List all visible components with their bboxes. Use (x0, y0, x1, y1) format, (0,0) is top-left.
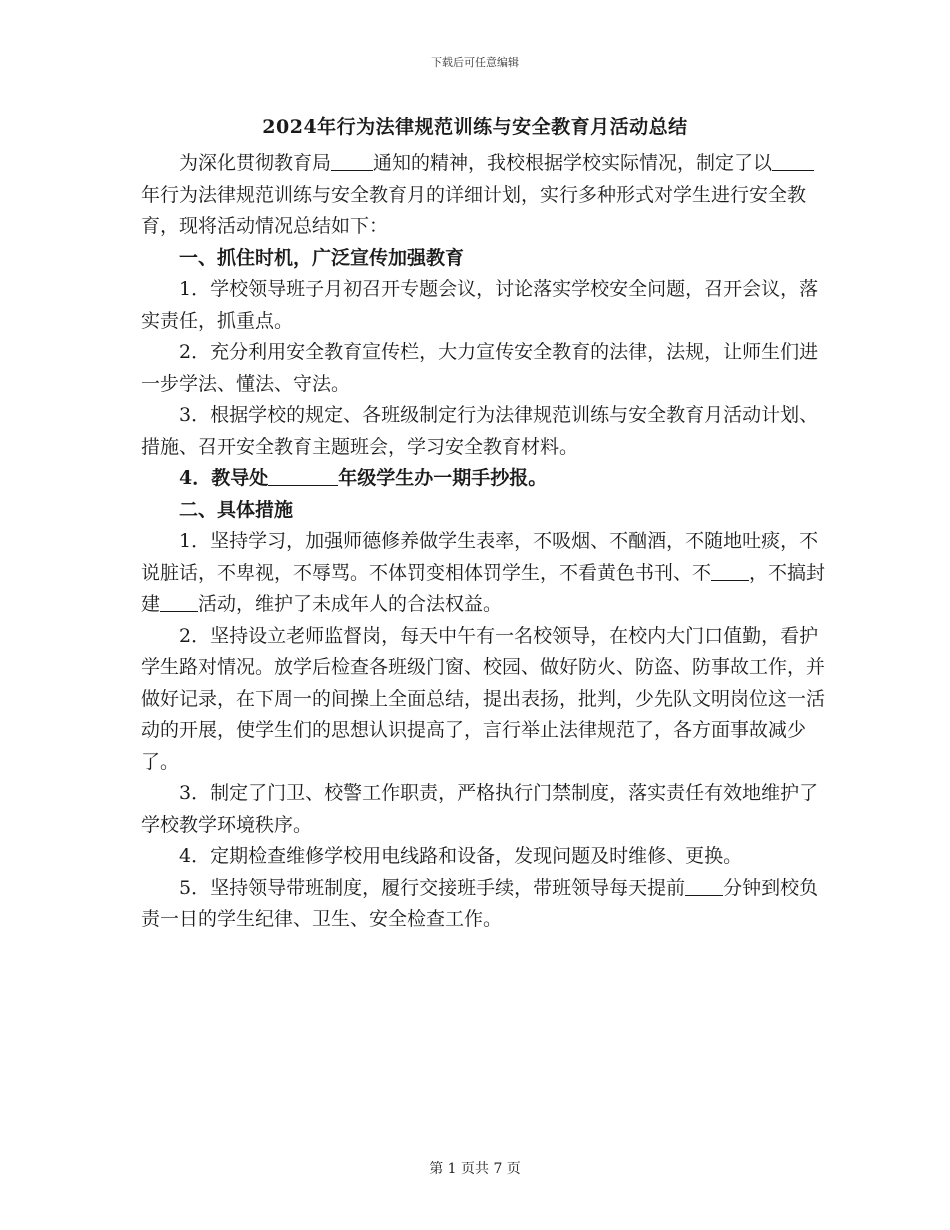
item5-text-b: 分钟到校负责一日的学生纪律、卫生、安全检查工作。 (141, 876, 819, 930)
intro-text-b: 通知的精神，我校根据学校实际情况，制定了以 (373, 152, 773, 174)
header-note: 下载后可任意编辑 (431, 56, 519, 69)
intro-text-c: 年行为法律规范训练与安全教育月的详细计划，实行多种形式对学生进行安全教育，现将活动情况总结如下： (141, 183, 807, 237)
blank-line (711, 561, 749, 581)
paragraph-item: 3．根据学校的规定、各班级制定行为法律规范训练与安全教育月活动计划、措施、召开安全教育主题班会，学习安全教育材料。 (141, 404, 819, 458)
intro-paragraph (141, 148, 831, 243)
paragraph-item: 2．充分利用安全教育宣传栏，大力宣传安全教育的法律，法规，让师生们进一步学法、懂法、守法。 (141, 341, 819, 395)
intro-text-a: 为深化贯彻教育局 (179, 152, 332, 174)
paragraph-item: 2．坚持设立老师监督岗，每天中午有一名校领导，在校内大门口值勤，看护学生路对情况。放学后检查各班级门窗、校园、做好防火、防盗、防事故工作，并做好记录，在下周一的间操上全面总结，提出表扬，批判，少先队文明岗位这一活动的开展，使学生们的思想认识提高了，言行举止法律规范了，各方面事故减少了。 (141, 624, 826, 773)
document-body (141, 148, 831, 936)
paragraph-item: 3．制定了门卫、校警工作职责，严格执行门禁制度，落实责任有效地维护了学校教学环境秩序。 (141, 782, 819, 836)
blank-line (772, 151, 814, 171)
paragraph-item-bold (141, 463, 831, 495)
section-heading-1: 一、抓住时机，广泛宣传加强教育 (179, 246, 465, 269)
section-heading-2: 二、具体措施 (179, 498, 294, 521)
blank-line (331, 151, 373, 171)
item1-text-b: ，不搞封建 (141, 561, 826, 615)
item1-text-c: 活动，维护了未成年人的合法权益。 (198, 593, 503, 615)
paragraph-item (141, 873, 831, 936)
item1-text-a: 1．坚持学习，加强师德修养做学生表率，不吸烟、不酗酒，不随地吐痰，不说脏话，不卑视，不辱骂。不体罚变相体罚学生，不看黄色书刊、不 (141, 530, 819, 584)
blank-line (160, 592, 198, 612)
item4-text-a: 4．教导处 (179, 467, 269, 489)
paragraph-item: 4．定期检查维修学校用电线路和设备，发现问题及时维修、更换。 (179, 845, 743, 867)
document-title: 2024年行为法律规范训练与安全教育月活动总结 (262, 116, 688, 138)
item4-text-b: 年级学生办一期手抄报。 (338, 467, 548, 489)
paragraph-item: 1．学校领导班子月初召开专题会议，讨论落实学校安全问题，召开会议，落实责任，抓重点。 (141, 278, 819, 332)
paragraph-item (141, 526, 831, 621)
blank-line (268, 466, 338, 486)
item5-text-a: 5．坚持领导带班制度，履行交接班手续，带班领导每天提前 (179, 876, 686, 899)
blank-line (685, 876, 723, 896)
page-number-footer: 第 1 页共 7 页 (429, 1161, 521, 1177)
